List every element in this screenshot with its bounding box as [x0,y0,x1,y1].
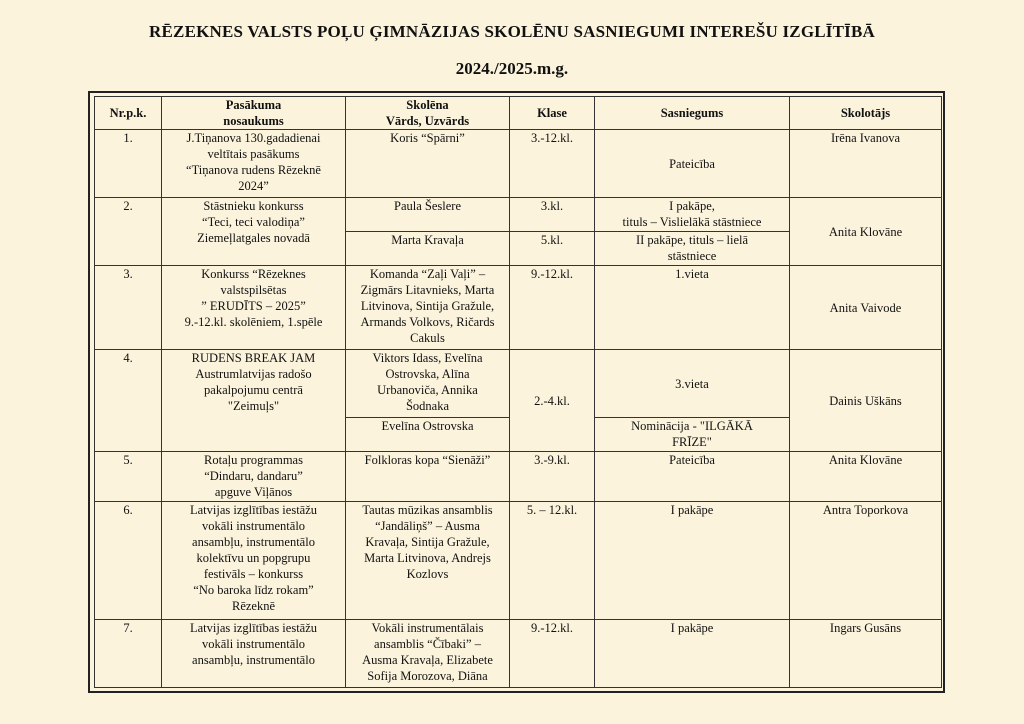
student-line: Šodnaka [405,399,450,413]
cell-nr: 1. [95,130,162,198]
cell-event [162,620,346,688]
cell-student [346,350,510,418]
cell-achievement: I pakāpe [595,620,790,688]
cell-achievement: Pateicība [595,130,790,198]
document-title: RĒZEKNES VALSTS POĻU ĢIMNĀZIJAS SKOLĒNU SASNIEGUMI INTEREŠU IZGLĪTĪBĀ [149,22,875,41]
cell-teacher: Ingars Gusāns [790,620,942,688]
event-line: “Tiņanova rudens Rēzeknē [186,163,321,177]
event-line: pakalpojumu centrā [204,383,303,397]
cell-nr: 3. [95,266,162,350]
table-row [95,350,942,418]
student-line: Komanda “Zaļi Vaļi” – [369,267,486,281]
cell-nr: 5. [95,452,162,502]
cell-event [162,350,346,452]
student-line: Ausma Kravaļa, Elizabete [362,653,493,667]
header-nr: Nr.p.k. [95,97,162,130]
student-line: Marta Litvinova, Andrejs [364,551,491,565]
student-line: Ostrovska, Alīna [385,367,470,381]
achievement-line: stāstniece [667,249,717,263]
cell-event [162,266,346,350]
cell-event [162,130,346,198]
cell-event [162,198,346,266]
student-line: Viktors Idass, Evelīna [372,351,483,365]
achievement-line: II pakāpe, tituls – lielā [635,233,749,247]
cell-achievement [595,418,790,452]
cell-achievement: 1.vieta [595,266,790,350]
event-line: Rēzeknē [231,599,276,613]
event-line: “Dindaru, dandaru” [204,469,303,483]
cell-nr: 7. [95,620,162,688]
cell-student: Evelīna Ostrovska [346,418,510,452]
event-line: Latvijas izglītības iestāžu [189,503,318,517]
student-line: Litvinova, Sintija Gražule, [360,299,495,313]
cell-student: Marta Kravaļa [346,232,510,266]
cell-event [162,502,346,620]
cell-nr: 4. [95,350,162,452]
event-line: “No baroka līdz rokam” [193,583,314,597]
achievement-line: I pakāpe, [669,199,715,213]
cell-achievement: 3.vieta [595,350,790,418]
event-line: Rotaļu programmas [204,453,303,467]
cell-teacher: Anita Vaivode [790,266,942,350]
event-line: vokāli instrumentālo [201,519,306,533]
event-line: ansambļu, instrumentālo [192,653,315,667]
student-line: Zigmārs Litavnieks, Marta [360,283,495,297]
event-line: vokāli instrumentālo [201,637,306,651]
achievements-table [94,96,942,688]
table-row [95,266,942,350]
cell-teacher: Anita Klovāne [790,198,942,266]
student-line: Urbanoviča, Annika [377,383,478,397]
cell-student: Paula Šeslere [346,198,510,232]
cell-student: Folkloras kopa “Sienāži” [346,452,510,502]
event-line: apguve Viļānos [214,485,293,499]
cell-class: 3.-12.kl. [510,130,595,198]
cell-achievement: I pakāpe [595,502,790,620]
achievement-line: FRĪZE" [672,435,712,449]
student-line: Armands Volkovs, Ričards [360,315,495,329]
event-line: RUDENS BREAK JAM [191,351,316,365]
cell-class: 3.-9.kl. [510,452,595,502]
table-row [95,130,942,198]
cell-class: 9.-12.kl. [510,620,595,688]
student-line: Vokāli instrumentālais [371,621,484,635]
cell-class: 5. – 12.kl. [510,502,595,620]
header-event-line1: Pasākuma [225,98,282,112]
event-line: Konkurss “Rēzeknes [201,267,306,281]
header-student [346,97,510,130]
event-line: Latvijas izglītības iestāžu [189,621,318,635]
cell-student [346,266,510,350]
header-class: Klase [510,97,595,130]
header-student-line1: Skolēna [406,98,449,112]
event-line: festivāls – konkurss [203,567,304,581]
cell-nr: 6. [95,502,162,620]
table-header-row [95,97,942,130]
event-line: 2024” [238,179,269,193]
event-line: kolektīvu un popgrupu [196,551,311,565]
event-line: Stāstnieku konkurss [203,199,304,213]
cell-teacher: Anita Klovāne [790,452,942,502]
cell-achievement: Pateicība [595,452,790,502]
cell-student: Koris “Spārni” [346,130,510,198]
document-year: 2024./2025.m.g. [455,59,569,78]
student-line: “Jandāliņš” – Ausma [375,519,480,533]
cell-nr: 2. [95,198,162,266]
event-line: veltītais pasākums [207,147,300,161]
table-row [95,198,942,232]
achievement-line: tituls – Vislielākā stāstniece [622,215,762,229]
cell-class: 5.kl. [510,232,595,266]
header-event-line2: nosaukums [223,114,284,128]
cell-student [346,620,510,688]
student-line: Cakuls [410,331,445,345]
table-row [95,620,942,688]
cell-achievement [595,198,790,232]
event-line: 9.-12.kl. skolēniem, 1.spēle [184,315,323,329]
table-row [95,452,942,502]
achievement-line: Nominācija - "ILGĀKĀ [631,419,753,433]
header-teacher: Skolotājs [790,97,942,130]
cell-student [346,502,510,620]
cell-achievement [595,232,790,266]
cell-class: 2.-4.kl. [510,350,595,452]
cell-class: 3.kl. [510,198,595,232]
event-line: “Teci, teci valodiņa” [202,215,305,229]
student-line: ansamblis “Čībaki” – [374,637,481,651]
event-line: Ziemeļlatgales novadā [197,231,310,245]
event-line: ansambļu, instrumentālo [192,535,315,549]
header-event [162,97,346,130]
cell-teacher: Antra Toporkova [790,502,942,620]
student-line: Kozlovs [406,567,449,581]
event-line: "Zeimuļs" [227,399,280,413]
event-line: valstspilsētas [220,283,287,297]
header-student-line2: Vārds, Uzvārds [385,114,470,128]
event-line: J.Tiņanova 130.gadadienai [186,131,321,145]
student-line: Kravaļa, Sintija Gražule, [365,535,490,549]
student-line: Tautas mūzikas ansamblis [362,503,493,517]
student-line: Sofija Morozova, Diāna [367,669,488,683]
header-achievement: Sasniegums [595,97,790,130]
event-line: ” ERUDĪTS – 2025” [201,299,306,313]
cell-teacher: Dainis Uškāns [790,350,942,452]
cell-teacher: Irēna Ivanova [790,130,942,198]
cell-event [162,452,346,502]
event-line: Austrumlatvijas radošo [195,367,312,381]
cell-class: 9.-12.kl. [510,266,595,350]
table-row [95,502,942,620]
